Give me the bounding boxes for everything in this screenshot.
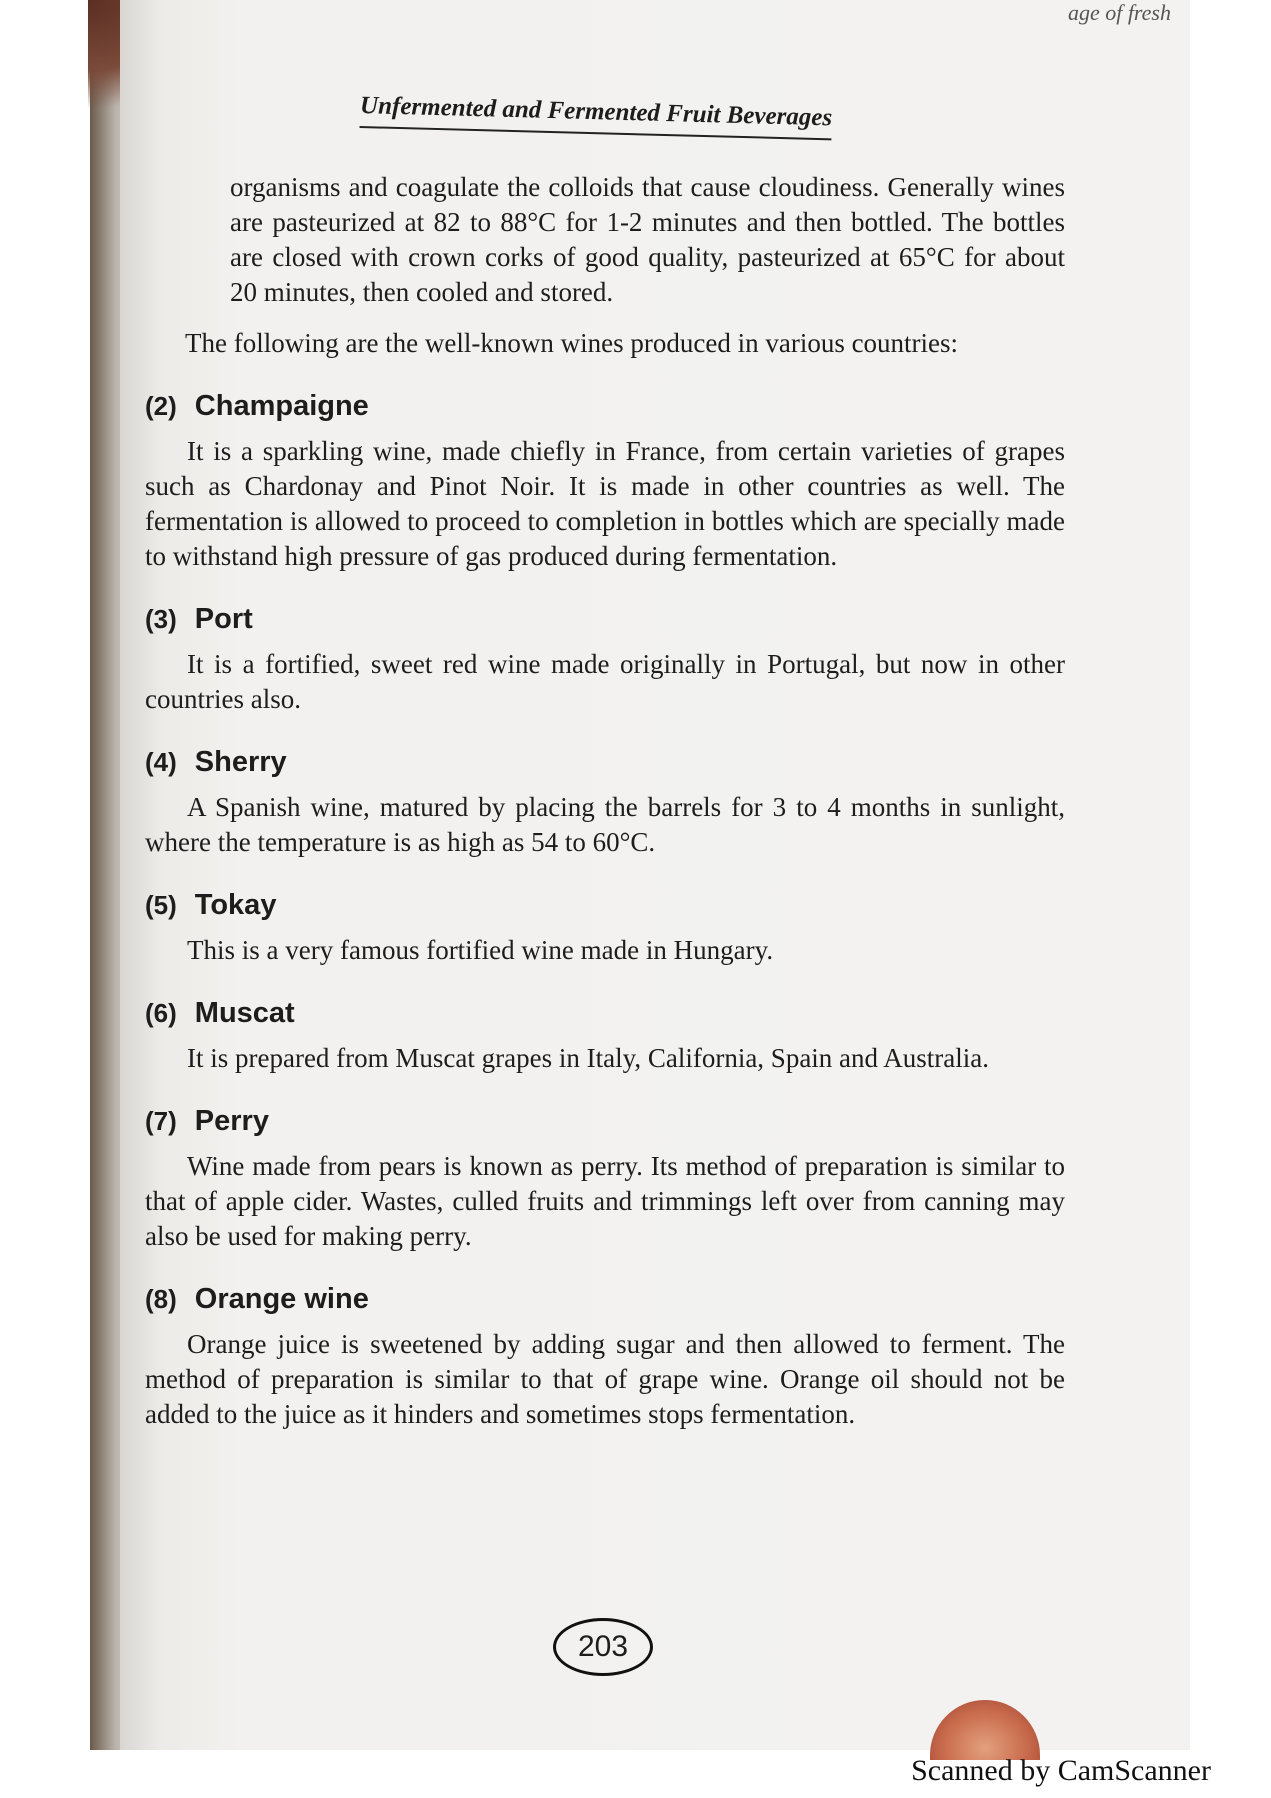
section-champaigne: [145, 389, 1065, 574]
running-header: Unfermented and Fermented Fruit Beverages: [360, 92, 833, 140]
section-title: Orange wine: [194, 1283, 369, 1315]
page-content: [145, 170, 1065, 1432]
section-heading: [145, 1282, 1065, 1317]
section-heading: [145, 602, 1065, 637]
section-title: Champaigne: [194, 390, 369, 422]
section-title: Perry: [194, 1105, 269, 1137]
section-number: (3): [145, 604, 177, 634]
section-number: (2): [145, 391, 177, 421]
section-heading: [145, 1104, 1065, 1139]
section-heading: [145, 389, 1065, 424]
page-number: 203: [553, 1618, 653, 1676]
section-body: Wine made from pears is known as perry. Its method of preparation is similar to that of apple cider. Wastes, culled fruits and trimmings left over from canning may also be used for making perry.: [145, 1151, 1065, 1251]
section-title: Sherry: [194, 746, 287, 778]
section-number: (8): [145, 1284, 177, 1314]
section-heading: [145, 888, 1065, 923]
section-sherry: [145, 745, 1065, 860]
section-body: It is a sparkling wine, made chiefly in France, from certain varieties of grapes such as Chardonay and Pinot Noir. It is made in other countries as well. The fermentation is allowed to proceed to completion in bottles which are specially made to withstand high pressure of gas produced during fermentation.: [145, 436, 1065, 571]
section-body: It is prepared from Muscat grapes in Italy, California, Spain and Australia.: [187, 1043, 990, 1073]
section-heading: [145, 745, 1065, 780]
section-body: It is a fortified, sweet red wine made originally in Portugal, but now in other countries also.: [145, 649, 1065, 714]
section-body: A Spanish wine, matured by placing the barrels for 3 to 4 months in sunlight, where the temperature is as high as 54 to 60°C.: [145, 792, 1065, 857]
previous-page-edge-text: age of fresh: [1067, 0, 1171, 25]
section-tokay: [145, 888, 1065, 968]
section-perry: [145, 1104, 1065, 1254]
section-body: Orange juice is sweetened by adding sugar and then allowed to ferment. The method of preparation is similar to that of grape wine. Orange oil should not be added to the juice as it hinders and sometimes stops fermentation.: [145, 1329, 1065, 1429]
section-number: (7): [145, 1106, 177, 1136]
section-muscat: [145, 996, 1065, 1076]
section-title: Tokay: [194, 889, 277, 921]
section-port: [145, 602, 1065, 717]
section-orange-wine: [145, 1282, 1065, 1432]
section-heading: [145, 996, 1065, 1031]
section-body: This is a very famous fortified wine made in Hungary.: [187, 935, 774, 965]
section-title: Muscat: [194, 997, 295, 1029]
intro-continuation: organisms and coagulate the colloids that cause cloudiness. Generally wines are pasteurized at 82 to 88°C for 1-2 minutes and then bottled. The bottles are closed with crown corks of good quality, pasteurized at 65°C for about 20 minutes, then cooled and stored.: [230, 172, 1065, 307]
section-number: (5): [145, 890, 177, 920]
section-number: (4): [145, 747, 177, 777]
section-title: Port: [194, 603, 253, 635]
intro-lead: The following are the well-known wines produced in various countries:: [185, 328, 959, 358]
section-number: (6): [145, 998, 177, 1028]
scanner-watermark: Scanned by CamScanner: [911, 1754, 1211, 1787]
